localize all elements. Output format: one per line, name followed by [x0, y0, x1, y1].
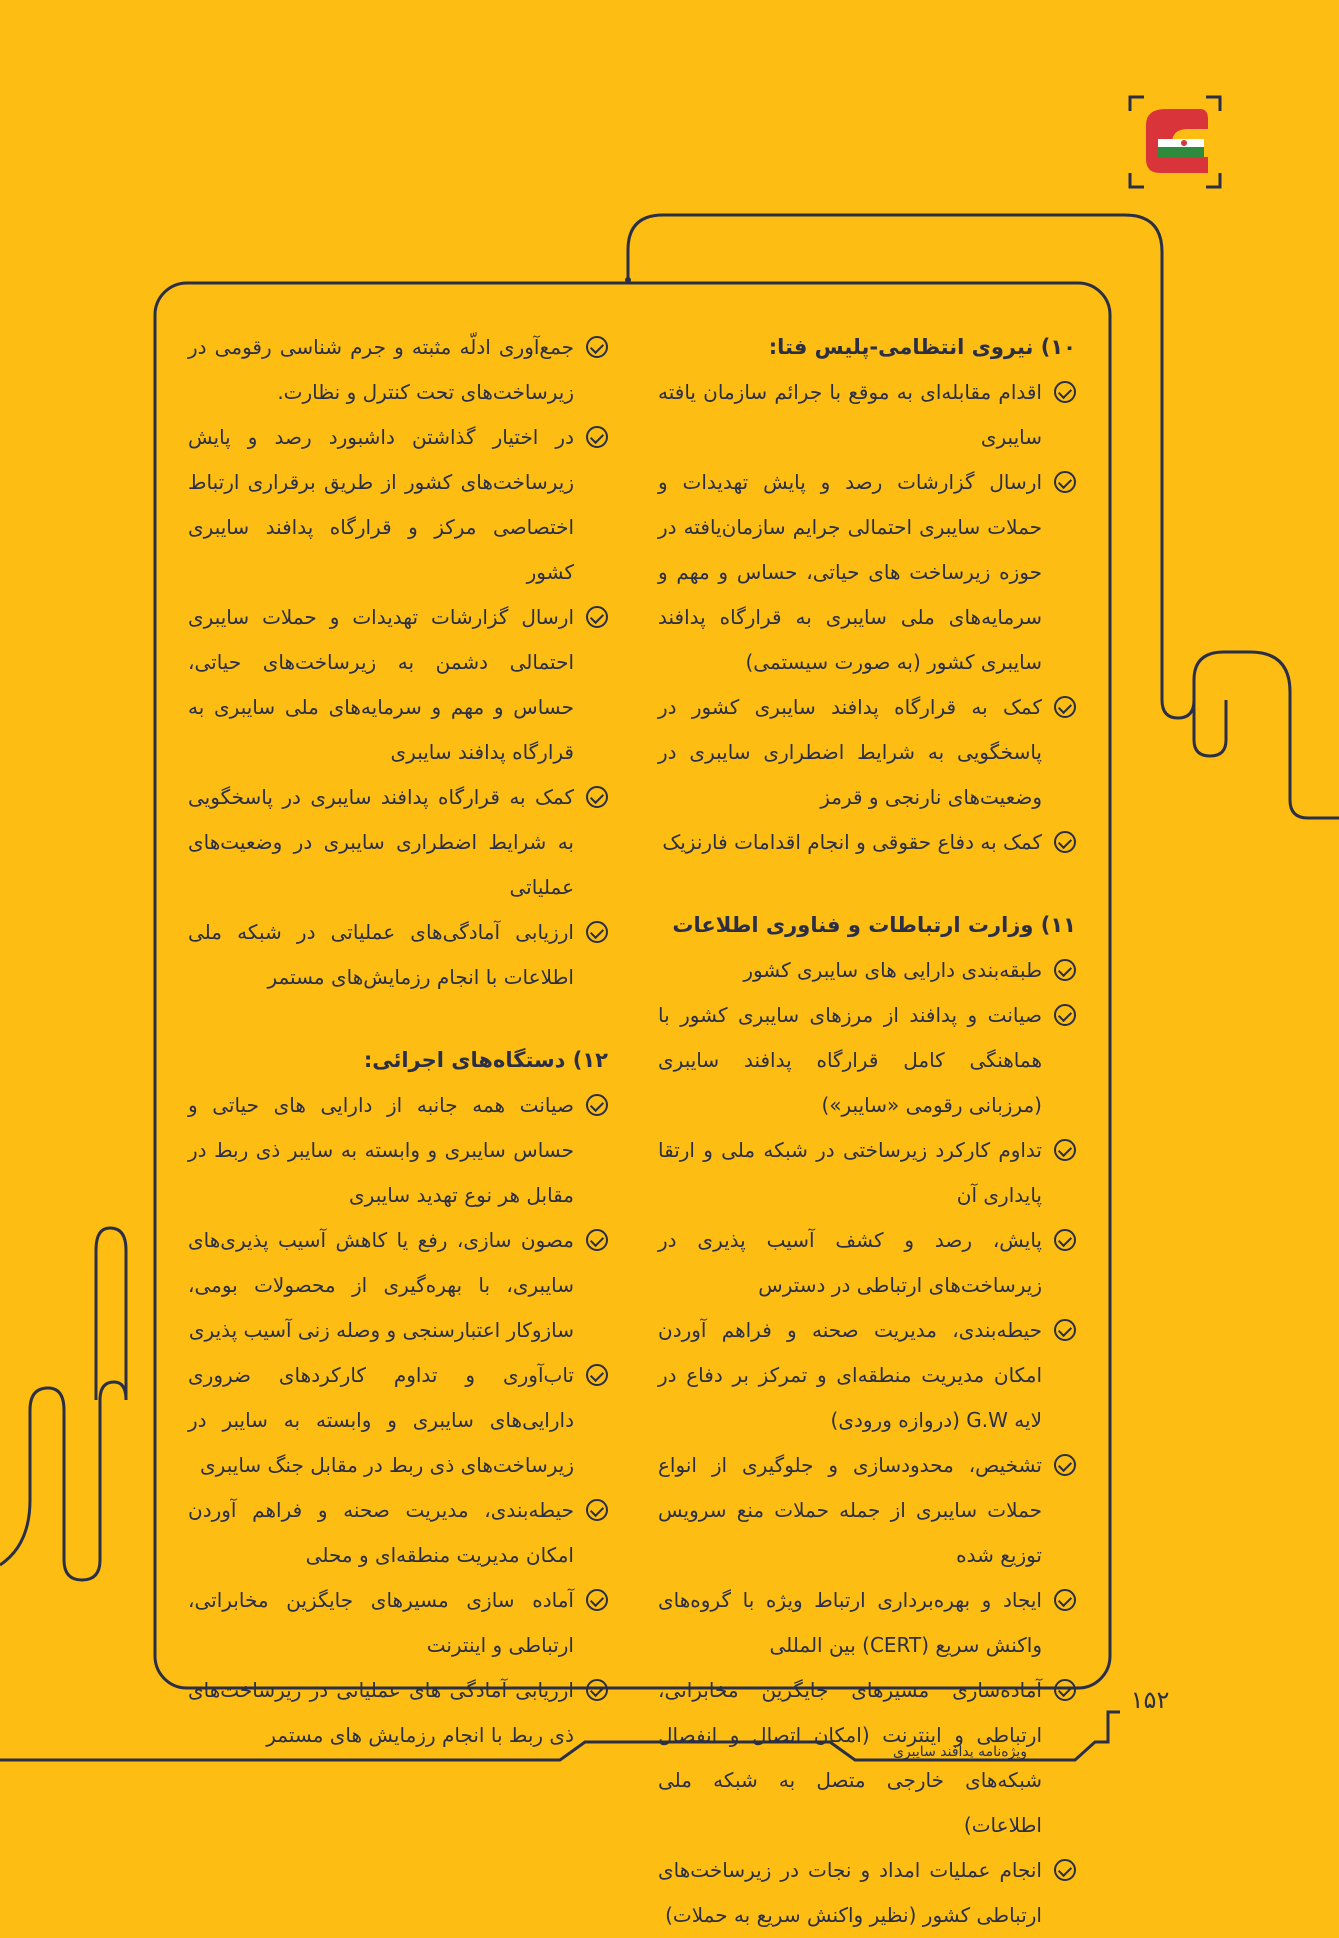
continued-list	[188, 325, 608, 1000]
list-item: ارسال گزارشات رصد و پایش تهدیدات و حملات سایبری احتمالی جرایم سازمان‌یافته در حوزه زیرساخت های حیاتی، حساس و مهم و سرمایه‌های ملی سایبری به قرارگاه پدافند سایبری کشور (به صورت سیستمی)	[658, 460, 1076, 685]
check-circle-icon	[1054, 471, 1076, 493]
section-11-list	[658, 948, 1076, 1938]
list-item: در اختیار گذاشتن داشبورد رصد و پایش زیرساخت‌های کشور از طریق برقراری ارتباط اختصاصی مرکز و قرارگاه پدافند سایبری کشور	[188, 415, 608, 595]
left-wave-line-2	[96, 1228, 126, 1400]
check-circle-icon	[586, 426, 608, 448]
check-circle-icon	[1054, 1139, 1076, 1161]
list-item: ارسال گزارشات تهدیدات و حملات سایبری احتمالی دشمن به زیرساخت‌های حیاتی، حساس و مهم و سرمایه‌های ملی سایبری به قرارگاه پدافند سایبری	[188, 595, 608, 775]
list-item: اقدام مقابله‌ای به موقع با جرائم سازمان یافته سایبری	[658, 370, 1076, 460]
list-item: تداوم کارکرد زیرساختی در شبکه ملی و ارتقا پایداری آن	[658, 1128, 1076, 1218]
list-item: حیطه‌بندی، مدیریت صحنه و فراهم آوردن امکان مدیریت منطقه‌ای و تمرکز بر دفاع در لایه G.W (دروازه ورودی)	[658, 1308, 1076, 1443]
list-item: تاب‌آوری و تداوم کارکردهای ضروری دارایی‌های سایبری و وابسته به سایبر در زیرساخت‌های ذی ربط در مقابل جنگ سایبری	[188, 1353, 608, 1488]
check-circle-icon	[1054, 1454, 1076, 1476]
page-number: ۱۵۲	[1130, 1686, 1170, 1714]
list-item: آماده سازی مسیرهای جایگزین مخابراتی، ارتباطی و اینترنت	[188, 1578, 608, 1668]
check-circle-icon	[586, 1364, 608, 1386]
check-circle-icon	[1054, 1859, 1076, 1881]
list-item: طبقه‌بندی دارایی های سایبری کشور	[658, 948, 1076, 993]
check-circle-icon	[1054, 1004, 1076, 1026]
check-circle-icon	[1054, 696, 1076, 718]
section-10-title: ۱۰) نیروی انتظامی-پلیس فتا:	[768, 335, 1076, 359]
check-circle-icon	[586, 336, 608, 358]
check-circle-icon	[586, 1229, 608, 1251]
list-item: تشخیص، محدودسازی و جلوگیری از انواع حملات سایبری از جمله حملات منع سرویس توزیع شده	[658, 1443, 1076, 1578]
list-item: مصون سازی، رفع یا کاهش آسیب پذیری‌های سایبری، با بهره‌گیری از محصولات بومی، سازوکار اعتبارسنجی و وصله زنی آسیب پذیری	[188, 1218, 608, 1353]
check-circle-icon	[586, 786, 608, 808]
check-circle-icon	[1054, 1319, 1076, 1341]
check-circle-icon	[586, 921, 608, 943]
list-item: جمع‌آوری ادلّه مثبته و جرم شناسی رقومی در زیرساخت‌های تحت کنترل و نظارت.	[188, 325, 608, 415]
list-item: ارزیابی آمادگی‌های عملیاتی در شبکه ملی اطلاعات با انجام رزمایش‌های مستمر	[188, 910, 608, 1000]
list-item: ارزیابی آمادگی های عملیاتی در زیرساخت‌های ذی ربط با انجام رزمایش های مستمر	[188, 1668, 608, 1758]
list-item: کمک به قرارگاه پدافند سایبری کشور در پاسخگویی به شرایط اضطراری سایبری در وضعیت‌های نارنجی و قرمز	[658, 685, 1076, 820]
check-circle-icon	[1054, 959, 1076, 981]
list-item: صیانت و پدافند از مرزهای سایبری کشور با هماهنگی کامل قرارگاه پدافند سایبری (مرزبانی رقومی «سایبر»)	[658, 993, 1076, 1128]
footer-title: ویژه‌نامه پدافند سایبری	[893, 1744, 1027, 1760]
section-12-title: ۱۲) دستگاه‌های اجرائی:	[363, 1048, 608, 1072]
list-item: ایجاد و بهره‌برداری ارتباط ویژه با گروه‌های واکنش سریع (CERT) بین المللی	[658, 1578, 1076, 1668]
check-circle-icon	[586, 1589, 608, 1611]
list-item: آماده‌سازی مسیرهای جایگزین مخابراتی، ارتباطی و اینترنت (امکان اتصال و انفصال شبکه‌های خارجی متصل به شبکه ملی اطلاعات)	[658, 1668, 1076, 1848]
check-circle-icon	[586, 606, 608, 628]
list-item: پایش، رصد و کشف آسیب پذیری در زیرساخت‌های ارتباطی در دسترس	[658, 1218, 1076, 1308]
check-circle-icon	[1054, 381, 1076, 403]
check-circle-icon	[1054, 831, 1076, 853]
magazine-logo-icon	[1128, 95, 1222, 189]
section-11-title: ۱۱) وزارت ارتباطات و فناوری اطلاعات	[672, 913, 1076, 937]
list-item: صیانت همه جانبه از دارایی های حیاتی و حساس سایبری و وابسته به سایبر ذی ربط در مقابل هر نوع تهدید سایبری	[188, 1083, 608, 1218]
check-circle-icon	[1054, 1229, 1076, 1251]
section-10-list	[658, 370, 1076, 865]
check-circle-icon	[1054, 1589, 1076, 1611]
check-circle-icon	[586, 1679, 608, 1701]
list-item: انجام عملیات امداد و نجات در زیرساخت‌های ارتباطی کشور (نظیر واکنش سریع به حملات)	[658, 1848, 1076, 1938]
left-wave-line	[0, 1388, 100, 1580]
list-item: حیطه‌بندی، مدیریت صحنه و فراهم آوردن امکان مدیریت منطقه‌ای و محلی	[188, 1488, 608, 1578]
check-circle-icon	[1054, 1679, 1076, 1701]
list-item: کمک به دفاع حقوقی و انجام اقدامات فارنزیک	[658, 820, 1076, 865]
list-item: کمک به قرارگاه پدافند سایبری در پاسخگویی به شرایط اضطراری سایبری در وضعیت‌های عملیاتی	[188, 775, 608, 910]
check-circle-icon	[586, 1499, 608, 1521]
left-column	[188, 325, 608, 1758]
right-wave-line	[1194, 700, 1226, 756]
section-12-list	[188, 1083, 608, 1758]
right-column	[658, 325, 1076, 1938]
check-circle-icon	[586, 1094, 608, 1116]
